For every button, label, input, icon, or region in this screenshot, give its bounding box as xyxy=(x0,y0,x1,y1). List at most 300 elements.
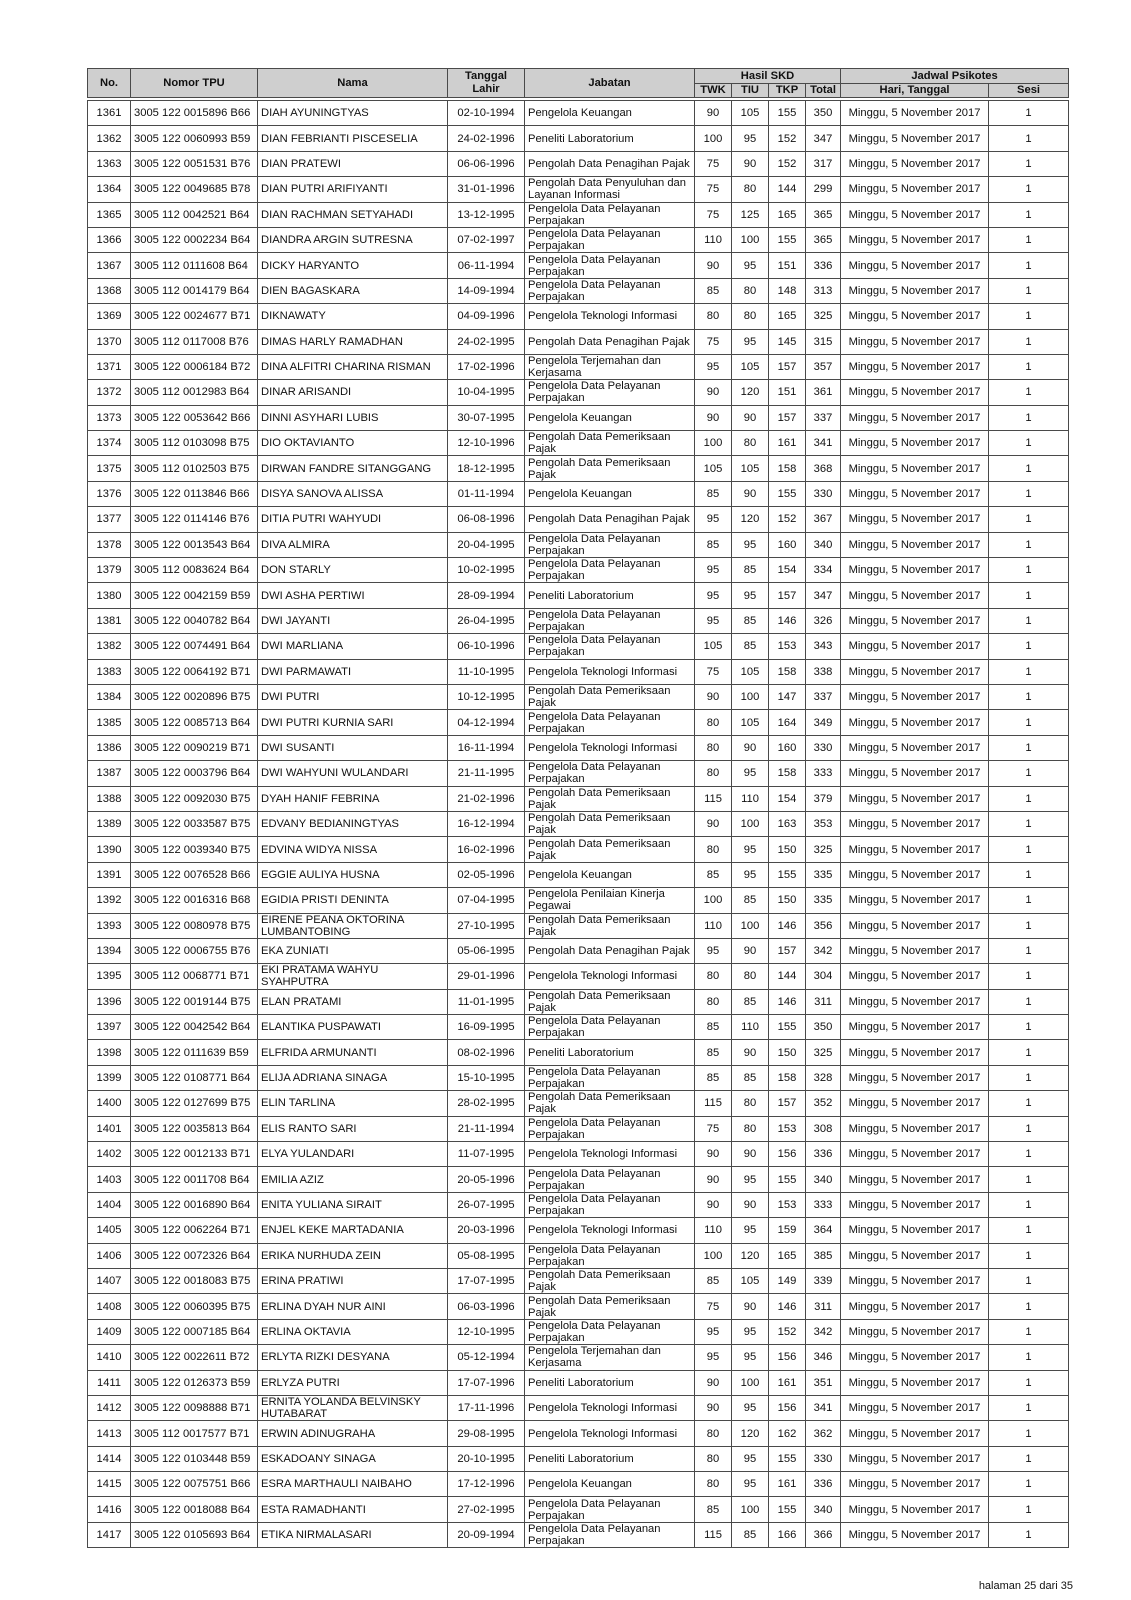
table-row xyxy=(88,1040,1069,1065)
cell-nomor-tpu: 3005 122 0013543 B64 xyxy=(131,532,258,557)
cell-jabatan: Pengelola Teknologi Informasi xyxy=(525,1142,695,1167)
cell-total: 350 xyxy=(806,101,841,126)
cell-tkp: 158 xyxy=(769,761,806,786)
cell-tkp: 154 xyxy=(769,786,806,811)
cell-tanggal-lahir: 30-07-1995 xyxy=(448,405,525,430)
cell-tkp: 157 xyxy=(769,354,806,379)
cell-total: 352 xyxy=(806,1091,841,1116)
cell-total: 365 xyxy=(806,202,841,227)
cell-nomor-tpu: 3005 122 0007185 B64 xyxy=(131,1319,258,1344)
cell-nama: ERLYTA RIZKI DESYANA xyxy=(258,1345,448,1370)
cell-hari-tanggal: Minggu, 5 November 2017 xyxy=(841,1218,989,1243)
cell-hari-tanggal: Minggu, 5 November 2017 xyxy=(841,431,989,456)
cell-tkp: 155 xyxy=(769,1446,806,1471)
cell-twk: 80 xyxy=(695,1446,732,1471)
cell-nama: ELIN TARLINA xyxy=(258,1091,448,1116)
cell-no: 1377 xyxy=(88,507,131,532)
cell-tkp: 151 xyxy=(769,380,806,405)
cell-tkp: 150 xyxy=(769,837,806,862)
cell-jabatan: Pengelola Keuangan xyxy=(525,1472,695,1497)
cell-nomor-tpu: 3005 122 0018088 B64 xyxy=(131,1497,258,1522)
cell-nama: DINAR ARISANDI xyxy=(258,380,448,405)
table-row xyxy=(88,481,1069,506)
cell-tiu: 95 xyxy=(732,1218,769,1243)
cell-nama: DINA ALFITRI CHARINA RISMAN xyxy=(258,354,448,379)
cell-sesi: 1 xyxy=(989,964,1069,989)
cell-total: 357 xyxy=(806,354,841,379)
cell-sesi: 1 xyxy=(989,278,1069,303)
cell-tkp: 155 xyxy=(769,1497,806,1522)
cell-tiu: 80 xyxy=(732,177,769,202)
cell-jabatan: Pengelola Data Pelayanan Perpajakan xyxy=(525,278,695,303)
table-row xyxy=(88,1319,1069,1344)
cell-hari-tanggal: Minggu, 5 November 2017 xyxy=(841,380,989,405)
cell-nama: DIAN PUTRI ARIFIYANTI xyxy=(258,177,448,202)
cell-hari-tanggal: Minggu, 5 November 2017 xyxy=(841,761,989,786)
cell-sesi: 1 xyxy=(989,1497,1069,1522)
cell-tkp: 161 xyxy=(769,1370,806,1395)
cell-nama: EDVANY BEDIANINGTYAS xyxy=(258,811,448,836)
cell-tiu: 90 xyxy=(732,1142,769,1167)
cell-nomor-tpu: 3005 122 0042159 B59 xyxy=(131,583,258,608)
cell-tiu: 85 xyxy=(732,989,769,1014)
cell-total: 347 xyxy=(806,583,841,608)
table-row xyxy=(88,1243,1069,1268)
cell-tanggal-lahir: 18-12-1995 xyxy=(448,456,525,481)
cell-tiu: 95 xyxy=(732,1319,769,1344)
cell-twk: 100 xyxy=(695,126,732,151)
table-row xyxy=(88,227,1069,252)
cell-twk: 85 xyxy=(695,532,732,557)
cell-total: 333 xyxy=(806,761,841,786)
table-row xyxy=(88,1015,1069,1040)
cell-hari-tanggal: Minggu, 5 November 2017 xyxy=(841,354,989,379)
cell-nama: DON STARLY xyxy=(258,558,448,583)
cell-tkp: 162 xyxy=(769,1421,806,1446)
cell-no: 1388 xyxy=(88,786,131,811)
cell-hari-tanggal: Minggu, 5 November 2017 xyxy=(841,608,989,633)
cell-tiu: 100 xyxy=(732,1497,769,1522)
cell-total: 361 xyxy=(806,380,841,405)
table-row xyxy=(88,1268,1069,1293)
cell-sesi: 1 xyxy=(989,481,1069,506)
cell-tkp: 157 xyxy=(769,938,806,963)
cell-tiu: 105 xyxy=(732,710,769,735)
cell-hari-tanggal: Minggu, 5 November 2017 xyxy=(841,659,989,684)
cell-sesi: 1 xyxy=(989,151,1069,176)
cell-tiu: 90 xyxy=(732,1294,769,1319)
cell-nama: DWI PUTRI xyxy=(258,684,448,709)
cell-tkp: 152 xyxy=(769,507,806,532)
cell-tiu: 105 xyxy=(732,354,769,379)
cell-hari-tanggal: Minggu, 5 November 2017 xyxy=(841,1091,989,1116)
cell-tkp: 145 xyxy=(769,329,806,354)
header-no: No. xyxy=(88,69,131,98)
cell-twk: 110 xyxy=(695,227,732,252)
cell-nomor-tpu: 3005 112 0014179 B64 xyxy=(131,278,258,303)
cell-no: 1365 xyxy=(88,202,131,227)
cell-jabatan: Pengelola Penilaian Kinerja Pegawai xyxy=(525,888,695,913)
cell-tanggal-lahir: 27-10-1995 xyxy=(448,913,525,938)
cell-tanggal-lahir: 17-02-1996 xyxy=(448,354,525,379)
cell-hari-tanggal: Minggu, 5 November 2017 xyxy=(841,1345,989,1370)
table-row xyxy=(88,253,1069,278)
cell-tanggal-lahir: 15-10-1995 xyxy=(448,1065,525,1090)
cell-hari-tanggal: Minggu, 5 November 2017 xyxy=(841,177,989,202)
cell-twk: 80 xyxy=(695,761,732,786)
cell-nama: EKI PRATAMA WAHYU SYAHPUTRA xyxy=(258,964,448,989)
cell-nama: ELANTIKA PUSPAWATI xyxy=(258,1015,448,1040)
cell-nomor-tpu: 3005 122 0103448 B59 xyxy=(131,1446,258,1471)
cell-no: 1392 xyxy=(88,888,131,913)
cell-hari-tanggal: Minggu, 5 November 2017 xyxy=(841,227,989,252)
cell-sesi: 1 xyxy=(989,659,1069,684)
cell-nama: ENITA YULIANA SIRAIT xyxy=(258,1192,448,1217)
cell-jabatan: Pengolah Data Penagihan Pajak xyxy=(525,507,695,532)
cell-tanggal-lahir: 07-04-1995 xyxy=(448,888,525,913)
cell-nomor-tpu: 3005 122 0113846 B66 xyxy=(131,481,258,506)
table-row xyxy=(88,202,1069,227)
cell-jabatan: Pengelola Data Pelayanan Perpajakan xyxy=(525,1116,695,1141)
cell-no: 1378 xyxy=(88,532,131,557)
cell-hari-tanggal: Minggu, 5 November 2017 xyxy=(841,1065,989,1090)
cell-tiu: 95 xyxy=(732,253,769,278)
cell-twk: 95 xyxy=(695,1345,732,1370)
cell-nama: DWI WAHYUNI WULANDARI xyxy=(258,761,448,786)
cell-nomor-tpu: 3005 122 0051531 B76 xyxy=(131,151,258,176)
cell-nama: DIAN FEBRIANTI PISCESELIA xyxy=(258,126,448,151)
cell-no: 1415 xyxy=(88,1472,131,1497)
cell-nomor-tpu: 3005 122 0019144 B75 xyxy=(131,989,258,1014)
cell-no: 1393 xyxy=(88,913,131,938)
cell-tkp: 155 xyxy=(769,1015,806,1040)
cell-hari-tanggal: Minggu, 5 November 2017 xyxy=(841,481,989,506)
cell-jabatan: Pengelola Keuangan xyxy=(525,101,695,126)
table-row xyxy=(88,1421,1069,1446)
cell-tkp: 158 xyxy=(769,1065,806,1090)
cell-no: 1389 xyxy=(88,811,131,836)
cell-nama: ELAN PRATAMI xyxy=(258,989,448,1014)
cell-tiu: 80 xyxy=(732,278,769,303)
cell-nomor-tpu: 3005 122 0035813 B64 xyxy=(131,1116,258,1141)
cell-nama: DWI JAYANTI xyxy=(258,608,448,633)
cell-tanggal-lahir: 10-12-1995 xyxy=(448,684,525,709)
cell-jabatan: Pengelola Data Pelayanan Perpajakan xyxy=(525,253,695,278)
cell-sesi: 1 xyxy=(989,177,1069,202)
cell-tanggal-lahir: 11-10-1995 xyxy=(448,659,525,684)
table-row xyxy=(88,634,1069,659)
cell-nama: DWI PUTRI KURNIA SARI xyxy=(258,710,448,735)
cell-twk: 105 xyxy=(695,634,732,659)
cell-total: 343 xyxy=(806,634,841,659)
table-row xyxy=(88,532,1069,557)
cell-tkp: 156 xyxy=(769,1142,806,1167)
cell-total: 299 xyxy=(806,177,841,202)
cell-tiu: 105 xyxy=(732,659,769,684)
cell-no: 1403 xyxy=(88,1167,131,1192)
cell-nomor-tpu: 3005 112 0012983 B64 xyxy=(131,380,258,405)
table-body xyxy=(88,101,1069,1548)
cell-twk: 110 xyxy=(695,913,732,938)
cell-sesi: 1 xyxy=(989,862,1069,887)
cell-hari-tanggal: Minggu, 5 November 2017 xyxy=(841,1472,989,1497)
cell-tanggal-lahir: 28-09-1994 xyxy=(448,583,525,608)
cell-jabatan: Pengelola Data Pelayanan Perpajakan xyxy=(525,202,695,227)
table-row xyxy=(88,1472,1069,1497)
cell-hari-tanggal: Minggu, 5 November 2017 xyxy=(841,1522,989,1547)
cell-nama: DIEN BAGASKARA xyxy=(258,278,448,303)
cell-no: 1382 xyxy=(88,634,131,659)
cell-sesi: 1 xyxy=(989,583,1069,608)
cell-no: 1386 xyxy=(88,735,131,760)
cell-sesi: 1 xyxy=(989,380,1069,405)
table-row xyxy=(88,329,1069,354)
cell-tkp: 160 xyxy=(769,532,806,557)
cell-no: 1395 xyxy=(88,964,131,989)
cell-nama: DIAN PRATEWI xyxy=(258,151,448,176)
cell-tanggal-lahir: 10-02-1995 xyxy=(448,558,525,583)
cell-no: 1411 xyxy=(88,1370,131,1395)
cell-tanggal-lahir: 20-04-1995 xyxy=(448,532,525,557)
cell-twk: 95 xyxy=(695,608,732,633)
cell-tiu: 95 xyxy=(732,329,769,354)
cell-sesi: 1 xyxy=(989,1319,1069,1344)
cell-total: 330 xyxy=(806,481,841,506)
cell-sesi: 1 xyxy=(989,989,1069,1014)
cell-nama: DICKY HARYANTO xyxy=(258,253,448,278)
cell-tanggal-lahir: 17-07-1995 xyxy=(448,1268,525,1293)
cell-jabatan: Pengelola Terjemahan dan Kerjasama xyxy=(525,1345,695,1370)
cell-tiu: 85 xyxy=(732,634,769,659)
cell-sesi: 1 xyxy=(989,1522,1069,1547)
cell-no: 1374 xyxy=(88,431,131,456)
cell-nama: ELIS RANTO SARI xyxy=(258,1116,448,1141)
cell-nama: DITIA PUTRI WAHYUDI xyxy=(258,507,448,532)
cell-jabatan: Pengelola Data Pelayanan Perpajakan xyxy=(525,1497,695,1522)
cell-sesi: 1 xyxy=(989,1294,1069,1319)
cell-nama: DIO OKTAVIANTO xyxy=(258,431,448,456)
cell-tiu: 95 xyxy=(732,1472,769,1497)
cell-tiu: 120 xyxy=(732,1243,769,1268)
cell-sesi: 1 xyxy=(989,1268,1069,1293)
cell-nomor-tpu: 3005 112 0111608 B64 xyxy=(131,253,258,278)
cell-sesi: 1 xyxy=(989,126,1069,151)
cell-tanggal-lahir: 27-02-1995 xyxy=(448,1497,525,1522)
cell-jabatan: Pengelola Data Pelayanan Perpajakan xyxy=(525,1192,695,1217)
cell-nomor-tpu: 3005 122 0016316 B68 xyxy=(131,888,258,913)
cell-total: 379 xyxy=(806,786,841,811)
cell-no: 1385 xyxy=(88,710,131,735)
cell-tanggal-lahir: 07-02-1997 xyxy=(448,227,525,252)
cell-tkp: 153 xyxy=(769,1192,806,1217)
cell-hari-tanggal: Minggu, 5 November 2017 xyxy=(841,1015,989,1040)
cell-no: 1379 xyxy=(88,558,131,583)
cell-jabatan: Pengelola Keuangan xyxy=(525,862,695,887)
table-row xyxy=(88,431,1069,456)
cell-total: 365 xyxy=(806,227,841,252)
cell-sesi: 1 xyxy=(989,405,1069,430)
cell-jabatan: Pengolah Data Penagihan Pajak xyxy=(525,151,695,176)
cell-tiu: 120 xyxy=(732,1421,769,1446)
cell-tkp: 166 xyxy=(769,1522,806,1547)
cell-nomor-tpu: 3005 112 0017577 B71 xyxy=(131,1421,258,1446)
cell-jabatan: Pengolah Data Pemeriksaan Pajak xyxy=(525,431,695,456)
table-row xyxy=(88,862,1069,887)
cell-tkp: 149 xyxy=(769,1268,806,1293)
table-row xyxy=(88,354,1069,379)
cell-tanggal-lahir: 29-01-1996 xyxy=(448,964,525,989)
cell-nama: ENJEL KEKE MARTADANIA xyxy=(258,1218,448,1243)
cell-twk: 95 xyxy=(695,938,732,963)
cell-twk: 115 xyxy=(695,1091,732,1116)
cell-tkp: 158 xyxy=(769,456,806,481)
cell-nama: EIRENE PEANA OKTORINA LUMBANTOBING xyxy=(258,913,448,938)
cell-tkp: 157 xyxy=(769,405,806,430)
cell-hari-tanggal: Minggu, 5 November 2017 xyxy=(841,1040,989,1065)
cell-twk: 95 xyxy=(695,354,732,379)
cell-tkp: 152 xyxy=(769,151,806,176)
cell-total: 335 xyxy=(806,862,841,887)
cell-no: 1397 xyxy=(88,1015,131,1040)
cell-nomor-tpu: 3005 122 0111639 B59 xyxy=(131,1040,258,1065)
cell-total: 340 xyxy=(806,532,841,557)
cell-tiu: 125 xyxy=(732,202,769,227)
cell-jabatan: Pengelola Data Pelayanan Perpajakan xyxy=(525,532,695,557)
cell-total: 336 xyxy=(806,1472,841,1497)
cell-nomor-tpu: 3005 122 0020896 B75 xyxy=(131,684,258,709)
cell-nama: EGGIE AULIYA HUSNA xyxy=(258,862,448,887)
cell-tiu: 105 xyxy=(732,101,769,126)
cell-tiu: 100 xyxy=(732,1370,769,1395)
cell-tanggal-lahir: 16-09-1995 xyxy=(448,1015,525,1040)
cell-jabatan: Pengolah Data Pemeriksaan Pajak xyxy=(525,913,695,938)
cell-twk: 75 xyxy=(695,659,732,684)
cell-tanggal-lahir: 31-01-1996 xyxy=(448,177,525,202)
cell-tkp: 157 xyxy=(769,1091,806,1116)
cell-nama: ERLINA OKTAVIA xyxy=(258,1319,448,1344)
cell-nomor-tpu: 3005 122 0060993 B59 xyxy=(131,126,258,151)
cell-tiu: 85 xyxy=(732,608,769,633)
cell-nomor-tpu: 3005 122 0060395 B75 xyxy=(131,1294,258,1319)
cell-nomor-tpu: 3005 122 0011708 B64 xyxy=(131,1167,258,1192)
cell-nomor-tpu: 3005 122 0098888 B71 xyxy=(131,1395,258,1420)
cell-twk: 85 xyxy=(695,862,732,887)
cell-tanggal-lahir: 06-03-1996 xyxy=(448,1294,525,1319)
cell-tanggal-lahir: 20-05-1996 xyxy=(448,1167,525,1192)
cell-no: 1372 xyxy=(88,380,131,405)
cell-tanggal-lahir: 06-06-1996 xyxy=(448,151,525,176)
header-sesi: Sesi xyxy=(989,84,1069,98)
cell-sesi: 1 xyxy=(989,1065,1069,1090)
cell-total: 325 xyxy=(806,304,841,329)
cell-tiu: 95 xyxy=(732,1167,769,1192)
cell-total: 346 xyxy=(806,1345,841,1370)
cell-total: 326 xyxy=(806,608,841,633)
cell-sesi: 1 xyxy=(989,913,1069,938)
cell-hari-tanggal: Minggu, 5 November 2017 xyxy=(841,1497,989,1522)
cell-tanggal-lahir: 16-02-1996 xyxy=(448,837,525,862)
table-row xyxy=(88,888,1069,913)
cell-hari-tanggal: Minggu, 5 November 2017 xyxy=(841,1167,989,1192)
cell-twk: 95 xyxy=(695,583,732,608)
cell-no: 1375 xyxy=(88,456,131,481)
table-row xyxy=(88,1446,1069,1471)
cell-no: 1400 xyxy=(88,1091,131,1116)
cell-nomor-tpu: 3005 122 0064192 B71 xyxy=(131,659,258,684)
cell-jabatan: Pengelola Data Pelayanan Perpajakan xyxy=(525,761,695,786)
cell-tkp: 161 xyxy=(769,431,806,456)
cell-jabatan: Pengelola Data Pelayanan Perpajakan xyxy=(525,1167,695,1192)
cell-tanggal-lahir: 21-11-1994 xyxy=(448,1116,525,1141)
cell-total: 336 xyxy=(806,253,841,278)
header-jabatan: Jabatan xyxy=(525,69,695,98)
cell-nama: DWI PARMAWATI xyxy=(258,659,448,684)
cell-hari-tanggal: Minggu, 5 November 2017 xyxy=(841,126,989,151)
cell-twk: 115 xyxy=(695,786,732,811)
cell-nama: DWI MARLIANA xyxy=(258,634,448,659)
cell-sesi: 1 xyxy=(989,888,1069,913)
cell-twk: 90 xyxy=(695,380,732,405)
cell-jabatan: Pengelola Keuangan xyxy=(525,481,695,506)
cell-nomor-tpu: 3005 122 0080978 B75 xyxy=(131,913,258,938)
cell-sesi: 1 xyxy=(989,1421,1069,1446)
cell-tkp: 155 xyxy=(769,481,806,506)
cell-tanggal-lahir: 04-12-1994 xyxy=(448,710,525,735)
cell-jabatan: Pengelola Data Pelayanan Perpajakan xyxy=(525,1522,695,1547)
cell-total: 311 xyxy=(806,989,841,1014)
cell-hari-tanggal: Minggu, 5 November 2017 xyxy=(841,1446,989,1471)
cell-nama: DIANDRA ARGIN SUTRESNA xyxy=(258,227,448,252)
cell-nama: ERIKA NURHUDA ZEIN xyxy=(258,1243,448,1268)
cell-tiu: 120 xyxy=(732,507,769,532)
cell-hari-tanggal: Minggu, 5 November 2017 xyxy=(841,634,989,659)
table-row xyxy=(88,558,1069,583)
cell-twk: 90 xyxy=(695,1192,732,1217)
cell-tanggal-lahir: 13-12-1995 xyxy=(448,202,525,227)
cell-no: 1416 xyxy=(88,1497,131,1522)
cell-tiu: 105 xyxy=(732,1268,769,1293)
cell-twk: 80 xyxy=(695,1472,732,1497)
cell-jabatan: Pengelola Terjemahan dan Kerjasama xyxy=(525,354,695,379)
cell-jabatan: Pengelola Data Pelayanan Perpajakan xyxy=(525,710,695,735)
cell-twk: 95 xyxy=(695,558,732,583)
cell-sesi: 1 xyxy=(989,1015,1069,1040)
table-row xyxy=(88,938,1069,963)
cell-nomor-tpu: 3005 122 0033587 B75 xyxy=(131,811,258,836)
cell-tiu: 90 xyxy=(732,1040,769,1065)
cell-nomor-tpu: 3005 122 0002234 B64 xyxy=(131,227,258,252)
cell-hari-tanggal: Minggu, 5 November 2017 xyxy=(841,507,989,532)
cell-nomor-tpu: 3005 122 0012133 B71 xyxy=(131,1142,258,1167)
table-row xyxy=(88,710,1069,735)
cell-jabatan: Pengolah Data Pemeriksaan Pajak xyxy=(525,811,695,836)
cell-tanggal-lahir: 20-09-1994 xyxy=(448,1522,525,1547)
cell-no: 1390 xyxy=(88,837,131,862)
cell-tanggal-lahir: 21-11-1995 xyxy=(448,761,525,786)
cell-twk: 75 xyxy=(695,1294,732,1319)
cell-total: 335 xyxy=(806,888,841,913)
cell-tanggal-lahir: 11-07-1995 xyxy=(448,1142,525,1167)
cell-twk: 100 xyxy=(695,888,732,913)
cell-tanggal-lahir: 16-12-1994 xyxy=(448,811,525,836)
cell-jabatan: Pengolah Data Penagihan Pajak xyxy=(525,329,695,354)
cell-nama: ERLYZA PUTRI xyxy=(258,1370,448,1395)
cell-tanggal-lahir: 26-04-1995 xyxy=(448,608,525,633)
cell-tiu: 90 xyxy=(732,405,769,430)
cell-jabatan: Peneliti Laboratorium xyxy=(525,1370,695,1395)
cell-tkp: 155 xyxy=(769,101,806,126)
cell-hari-tanggal: Minggu, 5 November 2017 xyxy=(841,1142,989,1167)
